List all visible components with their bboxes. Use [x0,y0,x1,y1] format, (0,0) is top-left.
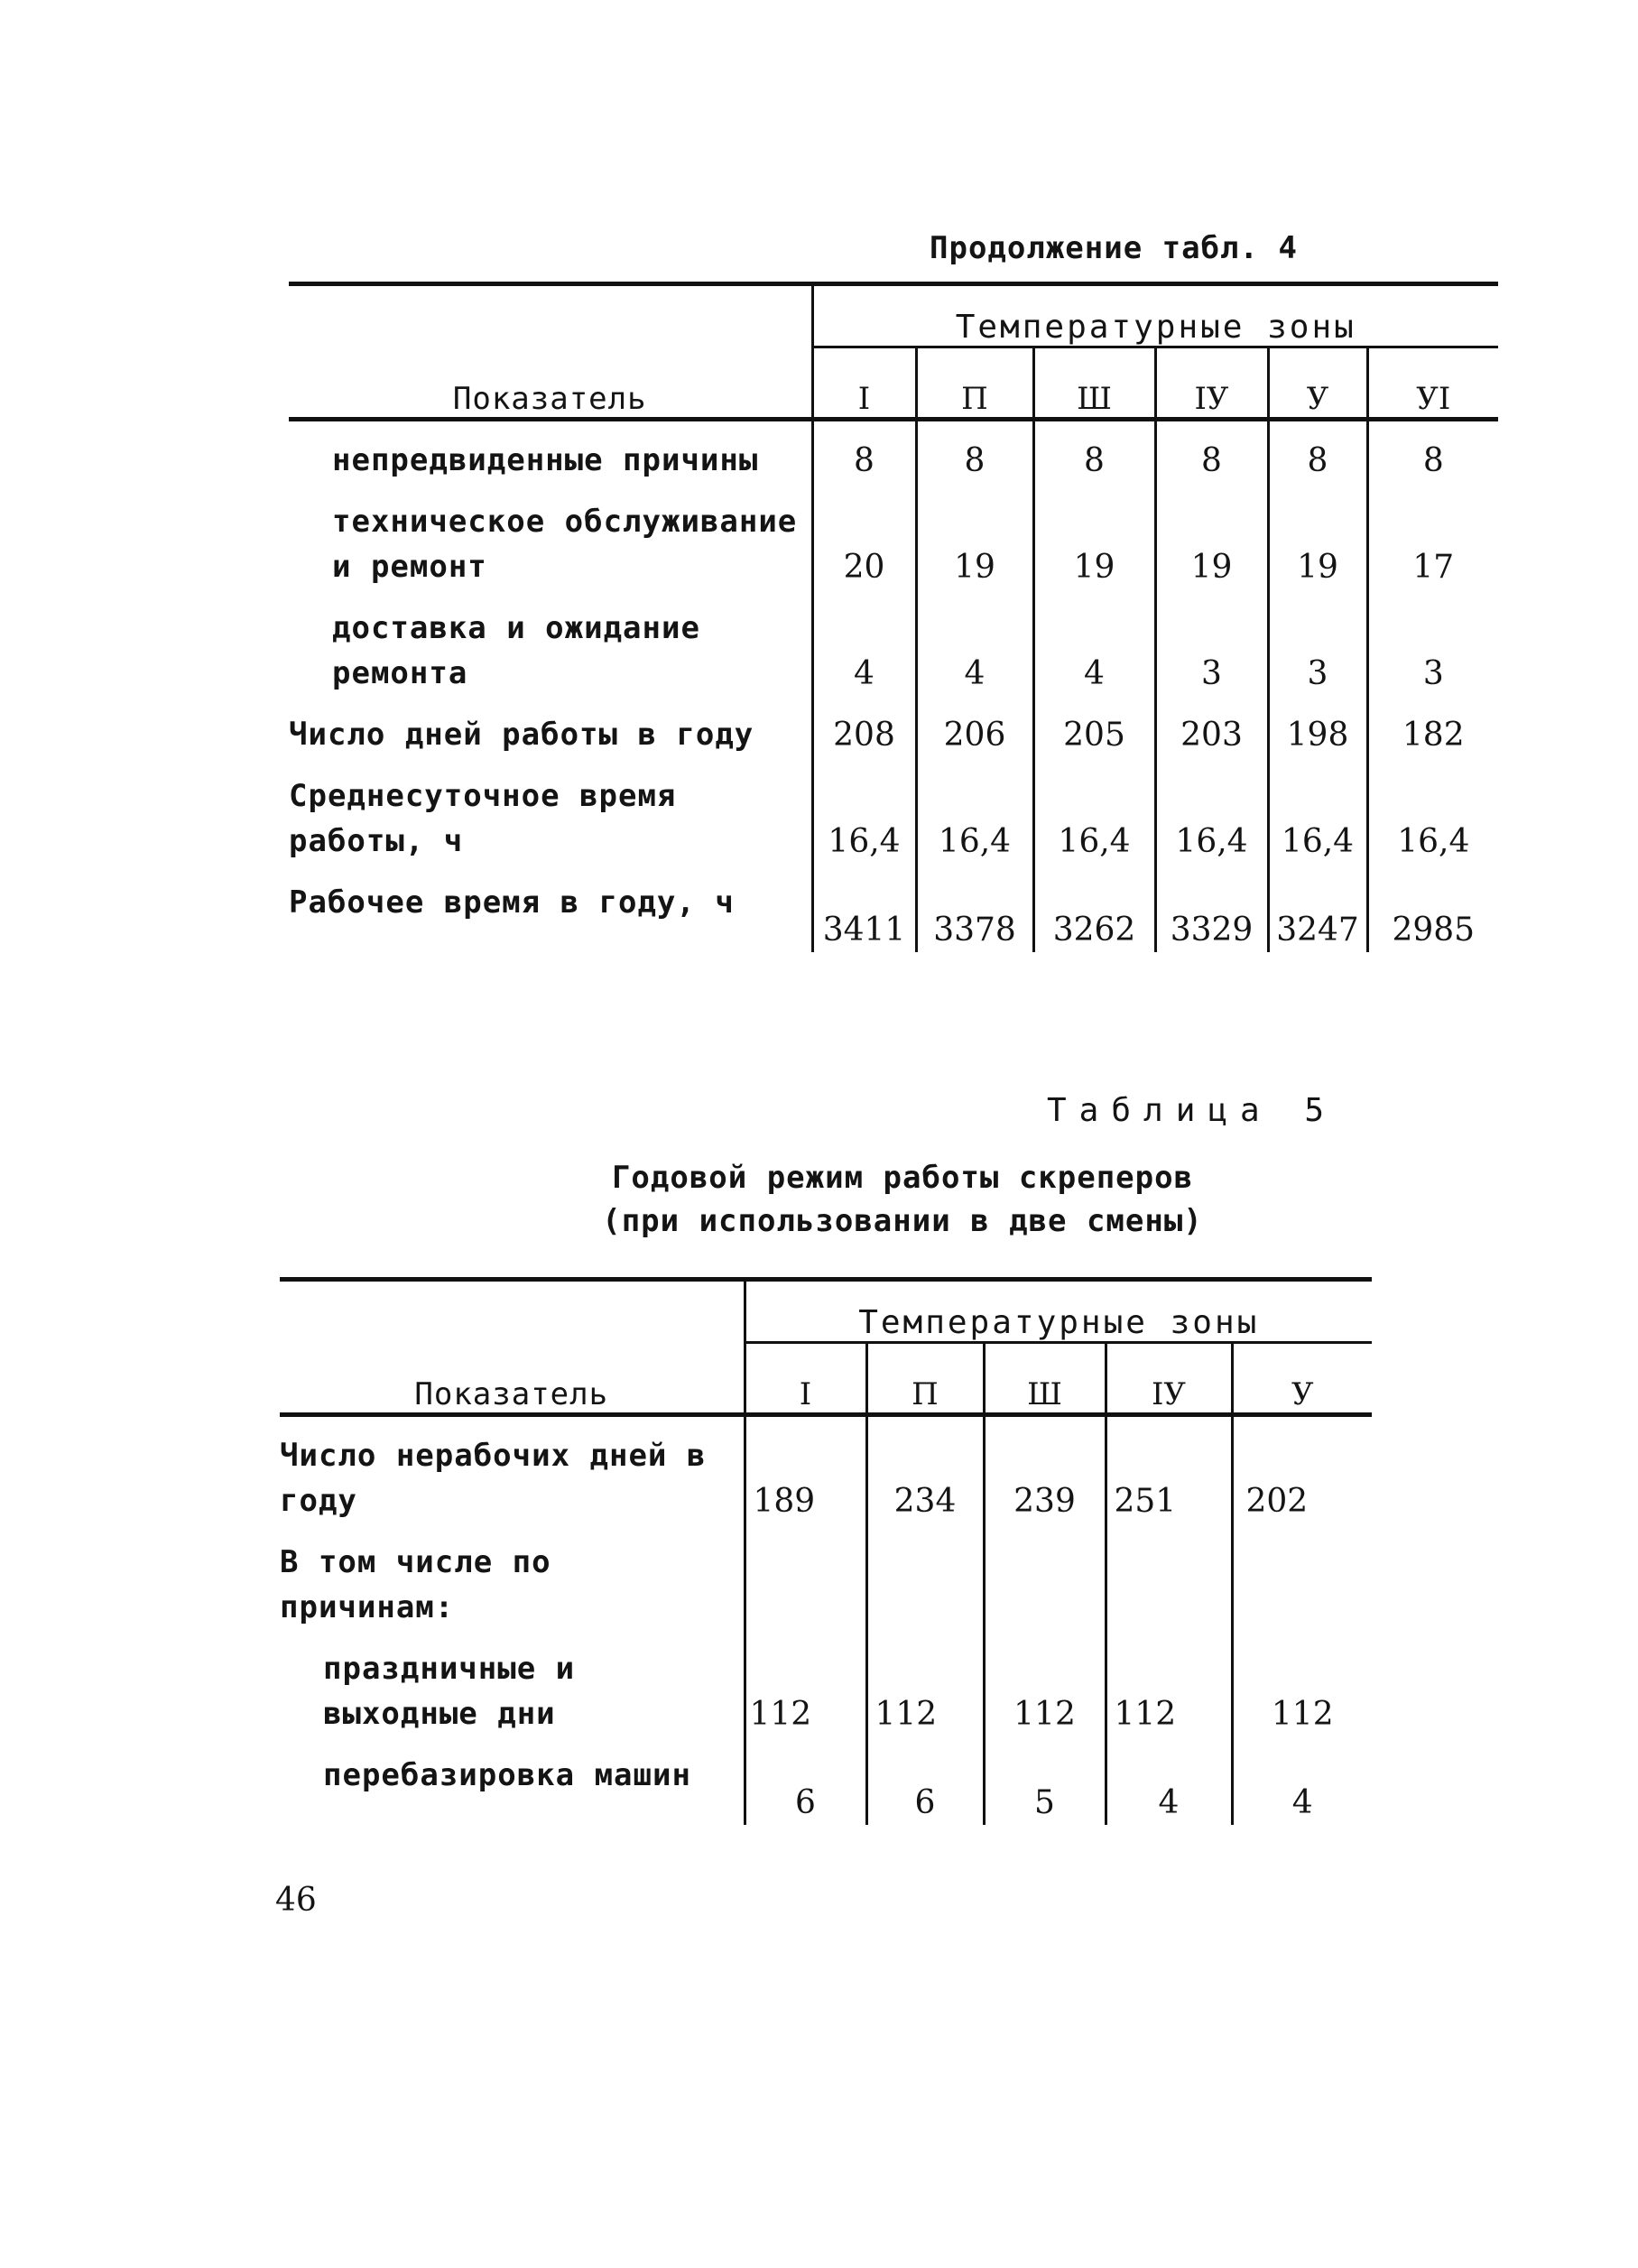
table-row [289,757,1498,864]
table-cell: 112 [984,1630,1106,1736]
table4-zone-header: IУ [1155,347,1268,420]
table-cell: 8 [1268,420,1367,484]
table-cell: 3 [1268,589,1367,696]
table-cell: 19 [1033,483,1155,589]
table-cell: 112 [1106,1630,1232,1736]
table-cell: 4 [1232,1736,1372,1825]
table-cell [1232,1523,1372,1630]
table-cell: 3329 [1155,864,1268,952]
table-cell [866,1523,984,1630]
table5-zone-header: У [1232,1343,1372,1415]
table-cell: 8 [1033,420,1155,484]
table-cell: 4 [1106,1736,1232,1825]
table-cell: 205 [1033,696,1155,757]
table-cell: 16,4 [812,757,916,864]
table-cell: 3 [1155,589,1268,696]
table-cell: 8 [1155,420,1268,484]
table-cell: 4 [812,589,916,696]
row-label: праздничные и выходные дни [323,1651,576,1732]
table4-zone-header: I [812,347,916,420]
table-cell: 112 [1232,1630,1372,1736]
table4-zones-title: Температурные зоны [812,284,1498,347]
table-cell: 239 [984,1415,1106,1524]
table4-zone-header: П [916,347,1033,420]
table-cell: 20 [812,483,916,589]
row-label: Число дней работы в году [289,717,754,753]
row-label: Среднесуточное время работы, ч [289,778,677,859]
row-label: доставка и ожидание ремонта [332,610,700,691]
table-cell: 19 [1155,483,1268,589]
table-row [289,483,1498,589]
table-cell: 206 [916,696,1033,757]
table-cell: 189 [745,1415,866,1524]
table-cell: 6 [866,1736,984,1825]
table-row [280,1630,1372,1736]
table-cell: 112 [745,1630,866,1736]
table4-zone-header: Ш [1033,347,1155,420]
table-cell: 17 [1367,483,1498,589]
table-cell: 3 [1367,589,1498,696]
table-cell [984,1523,1106,1630]
table-row [289,589,1498,696]
table-cell: 8 [916,420,1033,484]
table5-zone-header: I [745,1343,866,1415]
table5-header-label: Показатель [280,1280,745,1415]
page-number: 46 [275,1882,317,1919]
table-cell: 251 [1106,1415,1232,1524]
table-cell: 234 [866,1415,984,1524]
table-cell [745,1523,866,1630]
table-cell: 208 [812,696,916,757]
table4-zone-header: УI [1367,347,1498,420]
table-cell: 203 [1155,696,1268,757]
table-row [280,1736,1372,1825]
table-cell: 4 [916,589,1033,696]
row-label: Число нерабочих дней в году [280,1438,707,1519]
table-cell: 16,4 [1367,757,1498,864]
table5-label: Таблица 5 [1047,1092,1337,1129]
row-label: Рабочее время в году, ч [289,884,735,921]
table-row [289,696,1498,757]
table-cell: 3247 [1268,864,1367,952]
table-cell: 16,4 [1155,757,1268,864]
table-cell: 3262 [1033,864,1155,952]
table-cell: 2985 [1367,864,1498,952]
table5-subtitle: (при использовании в две смены) [602,1203,1203,1239]
row-label: непредвиденные причины [332,442,759,478]
table-cell: 19 [1268,483,1367,589]
table-cell: 182 [1367,696,1498,757]
table5-zone-header: IУ [1106,1343,1232,1415]
table-row [280,1415,1372,1524]
row-label: В том числе по причинам: [280,1544,551,1625]
table-row [280,1523,1372,1630]
table-row [289,420,1498,484]
table-cell: 3411 [812,864,916,952]
table-cell: 202 [1232,1415,1372,1524]
table5-zone-header: П [866,1343,984,1415]
table-row [289,864,1498,952]
table-cell: 6 [745,1736,866,1825]
table4-caption: Продолжение табл. 4 [930,230,1298,266]
table-cell: 112 [866,1630,984,1736]
table5-title: Годовой режим работы скреперов [611,1160,1194,1196]
table-cell: 16,4 [1033,757,1155,864]
table4-header-label: Показатель [289,284,812,420]
table-5 [280,1277,1372,1825]
table-cell [1106,1523,1232,1630]
table-cell: 198 [1268,696,1367,757]
table-cell: 16,4 [1268,757,1367,864]
table5-zones-title: Температурные зоны [745,1280,1372,1343]
table-4 [289,282,1498,952]
table-cell: 16,4 [916,757,1033,864]
table-cell: 8 [812,420,916,484]
row-label: перебазировка машин [323,1757,691,1793]
row-label: техническое обслуживание и ремонт [332,504,798,585]
table-cell: 5 [984,1736,1106,1825]
table-cell: 3378 [916,864,1033,952]
table4-zone-header: У [1268,347,1367,420]
table-cell: 19 [916,483,1033,589]
table-cell: 4 [1033,589,1155,696]
table-cell: 8 [1367,420,1498,484]
table5-zone-header: Ш [984,1343,1106,1415]
